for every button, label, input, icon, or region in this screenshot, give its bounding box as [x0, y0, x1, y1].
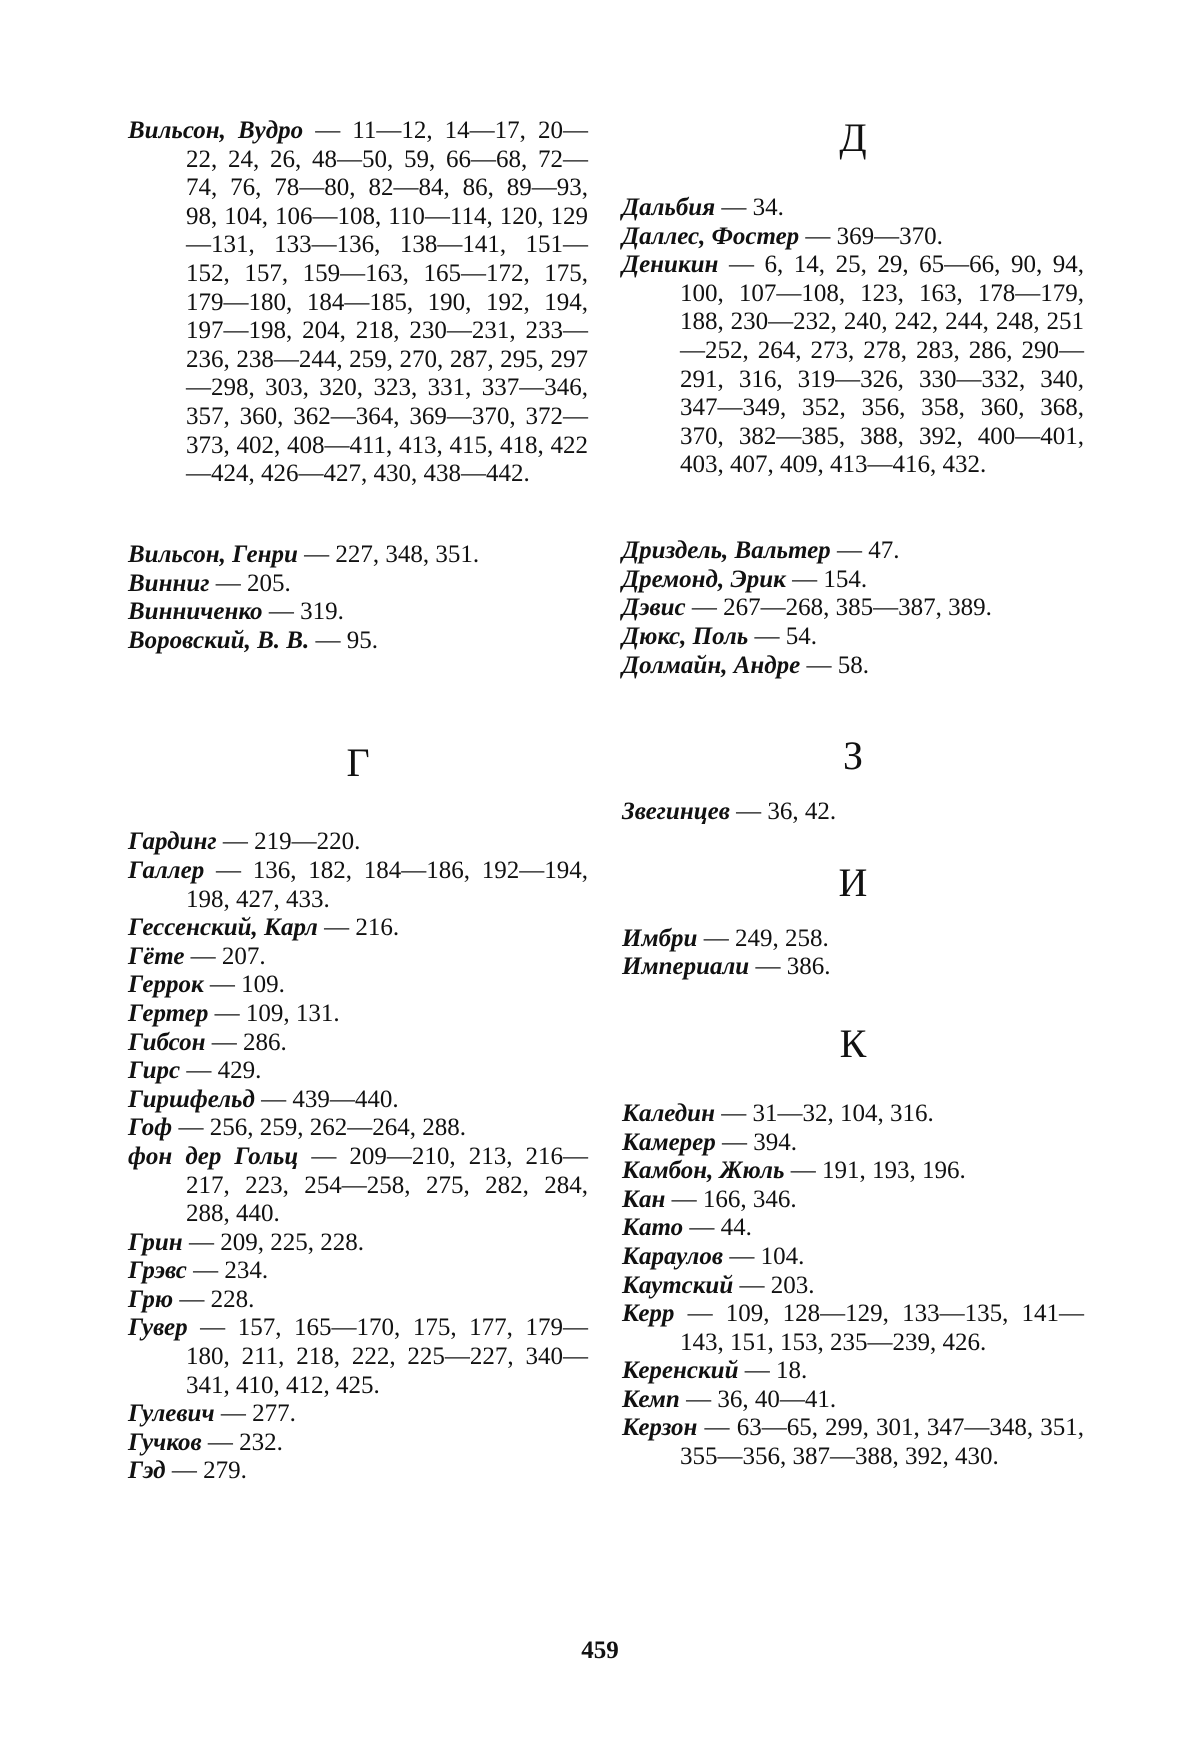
entry-name: Империали	[622, 953, 750, 981]
index-entry	[128, 1000, 588, 1029]
entry-name: Гибсон	[128, 1028, 206, 1056]
index-entry	[622, 594, 1084, 623]
index-entry	[622, 566, 1084, 595]
index-entry	[128, 1143, 588, 1229]
index-entry	[622, 1243, 1084, 1272]
entry-name: Грю	[128, 1285, 174, 1313]
entry-pages: — 34.	[715, 194, 784, 221]
index-entry	[622, 223, 1084, 252]
index-entry	[622, 1157, 1084, 1186]
entry-pages: — 319.	[262, 598, 344, 626]
entry-name: Кемп	[622, 1385, 680, 1413]
page-number: 459	[581, 1637, 619, 1664]
entry-name: Звегинцев	[622, 798, 730, 826]
entry-name: Дремонд, Эрик	[622, 565, 786, 593]
index-entry	[622, 1272, 1084, 1301]
entry-pages: — 58.	[800, 651, 869, 679]
index-entry	[128, 857, 588, 914]
index-entry	[622, 194, 1084, 223]
entry-name: Винниченко	[128, 598, 263, 626]
section-letter-d: Д	[839, 115, 867, 160]
index-entry	[128, 971, 588, 1000]
entry-pages: — 11—12, 14—17, 20—22, 24, 26, 48—50, 59, 66—68, 72—74, 76, 78—80, 82—84, 86, 89—93, 98, 104, 106—108, 110—114, 120, 129—131, 133—136, 138—141, 151—152, 157, 159—163, 165—172, 175, 179—180, 184—185, 190, 192, 194, 197—198, 204, 218, 230—231, 233—236, 238—244, 259, 270, 287, 295, 297—298, 303, 320, 323, 331, 337—346, 357, 360, 362—364, 369—370, 372—373, 402, 408—411, 413, 415, 418, 422—424, 426—427, 430, 438—442.	[186, 117, 588, 488]
entry-name: Даллес, Фостер	[622, 222, 800, 250]
index-entry	[622, 251, 1084, 537]
entry-pages: — 234.	[186, 1257, 269, 1285]
entry-name: Като	[622, 1214, 684, 1242]
entry-pages: — 36, 40—41.	[679, 1385, 837, 1413]
entry-name: Гучков	[128, 1428, 202, 1456]
entry-pages: — 286.	[205, 1028, 287, 1056]
entry-pages: — 209, 225, 228.	[182, 1228, 364, 1256]
index-entry	[128, 1429, 588, 1458]
entry-name: Гиршфельд	[128, 1085, 255, 1113]
entry-name: Гессенский, Карл	[128, 914, 318, 942]
entry-pages: — 227, 348, 351.	[297, 541, 480, 568]
index-entry	[128, 943, 588, 972]
entry-name: Деникин	[622, 251, 719, 279]
entry-pages: — 232.	[201, 1428, 283, 1456]
index-entry	[128, 914, 588, 943]
entry-name: Гирс	[128, 1057, 181, 1085]
entry-name: Гертер	[128, 999, 209, 1027]
index-entry	[128, 1314, 588, 1400]
section-letter-z: З	[842, 733, 864, 779]
entry-name: Камбон, Жюль	[622, 1157, 785, 1185]
entry-name: Керзон	[622, 1414, 698, 1442]
index-entry	[622, 1300, 1084, 1357]
right-column	[622, 0, 1084, 1472]
entry-pages: — 429.	[180, 1057, 262, 1085]
index-entry	[622, 1186, 1084, 1215]
section-letter-g: Г	[346, 740, 370, 786]
entry-pages: — 277.	[214, 1400, 296, 1428]
index-entry	[128, 1286, 588, 1315]
entry-pages: — 157, 165—170, 175, 177, 179—180, 211, 218, 222, 225—227, 340—341, 410, 412, 425.	[186, 1314, 588, 1399]
index-entry	[622, 953, 1084, 982]
entry-pages: — 267—268, 385—387, 389.	[685, 594, 992, 622]
entry-name: Геррок	[128, 971, 204, 999]
index-entry	[622, 1386, 1084, 1415]
entry-name: Вильсон, Генри	[128, 541, 298, 568]
entry-name: Гоф	[128, 1114, 173, 1142]
entry-pages: — 219—220.	[216, 828, 361, 856]
entry-name: Гувер	[128, 1314, 188, 1342]
entry-name: Камерер	[622, 1128, 716, 1156]
index-entry	[622, 1129, 1084, 1158]
entry-pages: — 205.	[209, 569, 291, 597]
entry-name: Имбри	[622, 924, 698, 952]
index-entry	[622, 537, 1084, 566]
entry-pages: — 31—32, 104, 316.	[714, 1099, 934, 1127]
entry-name: Галлер	[128, 856, 205, 884]
entry-pages: — 256, 259, 262—264, 288.	[172, 1114, 466, 1142]
index-entry	[128, 117, 588, 541]
index-entry	[128, 1229, 588, 1258]
entry-name: Гулевич	[128, 1400, 215, 1428]
entry-name: Керр	[622, 1300, 675, 1328]
entry-pages: — 109.	[203, 971, 285, 999]
left-column	[128, 0, 588, 1486]
entry-name: Караулов	[622, 1242, 724, 1270]
entry-name: Дюкс, Поль	[622, 622, 749, 650]
index-entry	[622, 1214, 1084, 1243]
entry-name: Дэвис	[622, 594, 686, 622]
entry-pages: — 47.	[830, 537, 900, 565]
entry-pages: — 394.	[715, 1128, 798, 1156]
entry-name: Дриздель, Вальтер	[622, 537, 831, 565]
entry-pages: — 109, 131.	[208, 999, 340, 1027]
index-entry	[622, 1414, 1084, 1471]
entry-name: Вильсон, Вудро	[128, 117, 304, 144]
index-entry	[128, 1400, 588, 1429]
entry-pages: — 95.	[309, 626, 378, 654]
entry-pages: — 209—210, 213, 216—217, 223, 254—258, 275, 282, 284, 288, 440.	[186, 1142, 588, 1228]
entry-pages: — 136, 182, 184—186, 192—194, 198, 427, 433.	[186, 856, 588, 913]
entry-name: Винниг	[128, 569, 210, 597]
index-entry	[128, 1114, 588, 1143]
entry-pages: — 228.	[173, 1285, 255, 1313]
entry-name: фон дер Гольц	[128, 1142, 299, 1170]
entry-pages: — 154.	[785, 565, 868, 593]
entry-name: Долмайн, Андре	[622, 651, 801, 679]
index-entry	[622, 652, 1084, 681]
index-entry	[128, 1029, 588, 1058]
entry-name: Дальбия	[622, 194, 716, 221]
entry-pages: — 109, 128—129, 133—135, 141—143, 151, 153, 235—239, 426.	[674, 1300, 1084, 1356]
entry-pages: — 54.	[748, 622, 817, 650]
index-entry	[128, 1457, 588, 1486]
index-entry	[128, 1086, 588, 1115]
index-entry	[128, 1057, 588, 1086]
entry-pages: — 63—65, 299, 301, 347—348, 351, 355—356, 387—388, 392, 430.	[680, 1414, 1084, 1471]
entry-name: Каутский	[622, 1271, 734, 1299]
index-entry	[622, 798, 1084, 827]
index-entry	[622, 1357, 1084, 1386]
entry-name: Грэвс	[128, 1257, 187, 1285]
entry-name: Кан	[622, 1185, 666, 1213]
index-entry	[128, 627, 588, 656]
section-letter-k: К	[839, 1020, 867, 1066]
entry-pages: — 166, 346.	[665, 1185, 797, 1213]
entry-name: Керенский	[622, 1357, 739, 1385]
index-entry	[128, 570, 588, 599]
entry-pages: — 369—370.	[799, 222, 943, 250]
entry-name: Грин	[128, 1228, 183, 1256]
entry-name: Каледин	[622, 1099, 715, 1127]
index-entry	[128, 598, 588, 627]
index-entry	[128, 541, 588, 570]
entry-name: Гэд	[128, 1457, 166, 1485]
index-entry	[622, 623, 1084, 652]
entry-pages: — 18.	[738, 1357, 808, 1385]
index-entry	[622, 1100, 1084, 1129]
entry-pages: — 249, 258.	[697, 924, 829, 952]
entry-pages: — 216.	[317, 914, 400, 942]
section-letter-i: И	[838, 859, 868, 905]
entry-pages: — 207.	[184, 942, 266, 970]
entry-name: Гардинг	[128, 828, 217, 856]
entry-name: Воровский, В. В.	[128, 626, 310, 654]
index-entry	[128, 828, 588, 857]
entry-name: Гёте	[128, 942, 185, 970]
entry-pages: — 386.	[749, 953, 831, 981]
index-entry	[128, 1257, 588, 1286]
entry-pages: — 44.	[683, 1214, 752, 1242]
entry-pages: — 36, 42.	[729, 798, 837, 826]
entry-pages: — 6, 14, 25, 29, 65—66, 90, 94, 100, 107—108, 123, 163, 178—179, 188, 230—232, 240, 242, 244, 248, 251—252, 264, 273, 278, 283, 286, 290—291, 316, 319—326, 330—332, 340, 347—349, 352, 356, 358, 360, 368, 370, 382—385, 388, 392, 400—401, 403, 407, 409, 413—416, 432.	[680, 251, 1084, 479]
entry-pages: — 191, 193, 196.	[784, 1157, 966, 1185]
entry-pages: — 279.	[165, 1457, 247, 1485]
index-entry	[622, 925, 1084, 954]
entry-pages: — 203.	[733, 1271, 815, 1299]
entry-pages: — 439—440.	[254, 1085, 399, 1113]
entry-pages: — 104.	[723, 1242, 805, 1270]
